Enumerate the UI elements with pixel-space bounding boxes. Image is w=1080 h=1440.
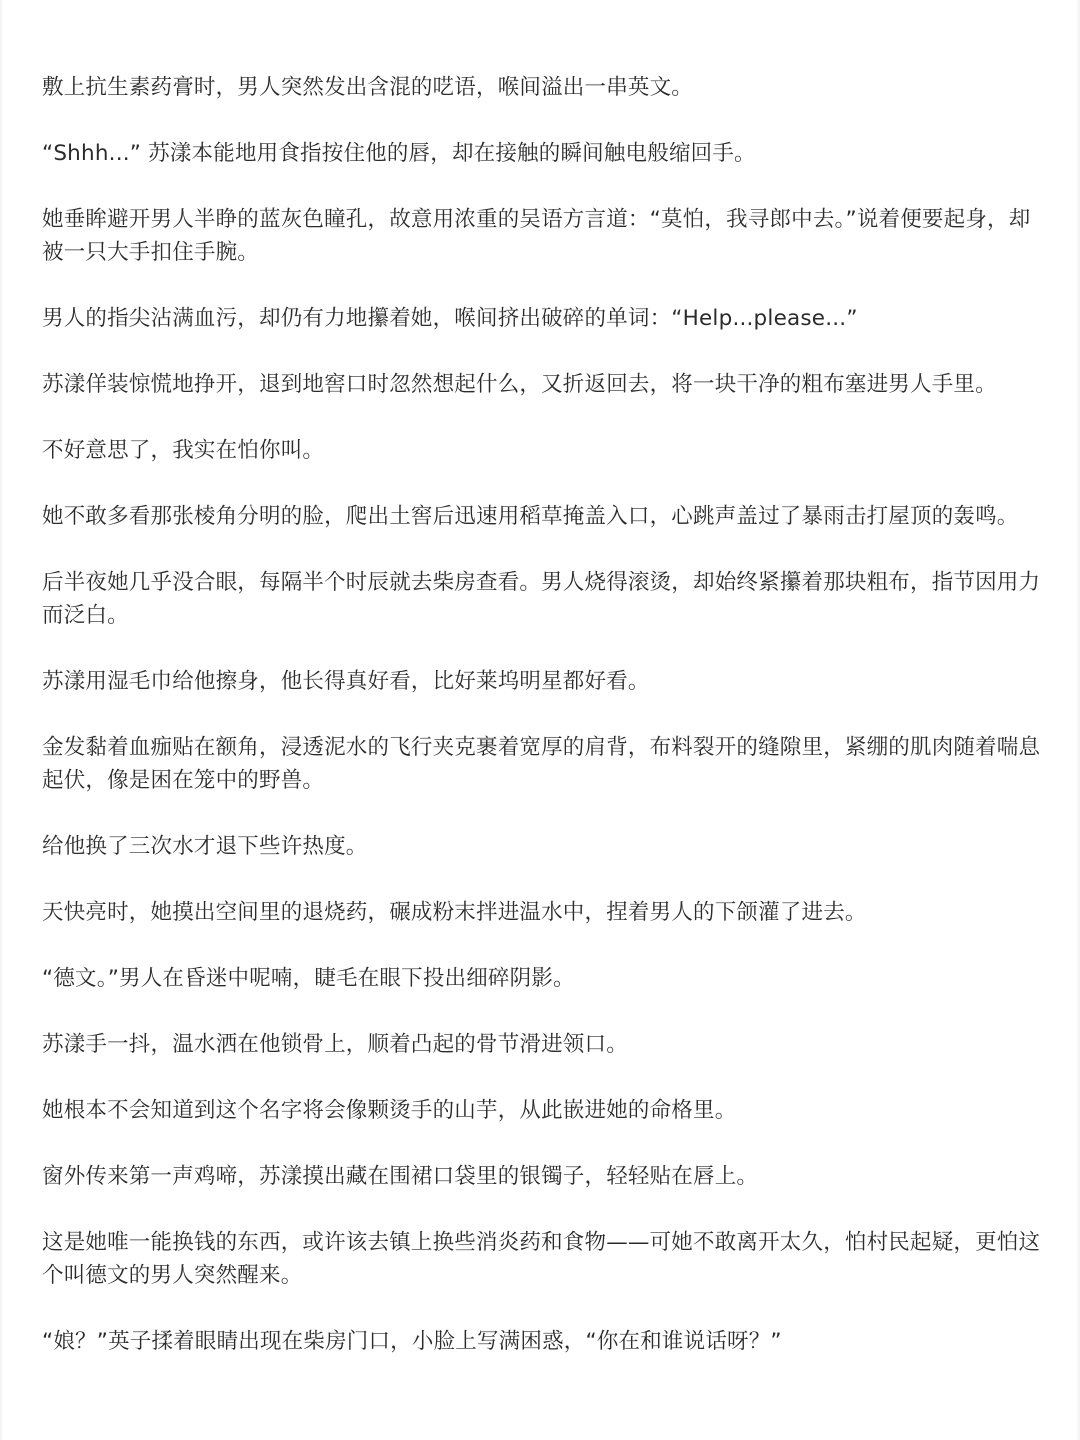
- paragraph: 这是她唯一能换钱的东西，或许该去镇上换些消炎药和食物——可她不敢离开太久，怕村民起疑，更怕这个叫德文的男人突然醒来。: [42, 1230, 1041, 1288]
- paragraph: “德文。”男人在昏迷中呢喃，睫毛在眼下投出细碎阴影。: [42, 966, 575, 991]
- paragraph: 她不敢多看那张棱角分明的脸，爬出土窖后迅速用稻草掩盖入口，心跳声盖过了暴雨击打屋顶的轰鸣。: [42, 504, 1019, 529]
- paragraph: 窗外传来第一声鸡啼，苏漾摸出藏在围裙口袋里的银镯子，轻轻贴在唇上。: [42, 1164, 759, 1189]
- article-body: [42, 71, 1042, 1391]
- left-edge-shadow: [0, 0, 4, 1440]
- paragraph: 苏漾手一抖，温水洒在他锁骨上，顺着凸起的骨节滑进领口。: [42, 1032, 628, 1057]
- paragraph: 给他换了三次水才退下些许热度。: [42, 834, 368, 859]
- paragraph: 天快亮时，她摸出空间里的退烧药，碾成粉末拌进温水中，捏着男人的下颌灌了进去。: [42, 900, 867, 925]
- paragraph: “Shhh...” 苏漾本能地用食指按住他的唇，却在接触的瞬间触电般缩回手。: [42, 141, 756, 166]
- paragraph: 她根本不会知道到这个名字将会像颗烫手的山芋，从此嵌进她的命格里。: [42, 1098, 737, 1123]
- paragraph: 苏漾用湿毛巾给他擦身，他长得真好看，比好莱坞明星都好看。: [42, 669, 650, 694]
- paragraph: “娘？”英子揉着眼睛出现在柴房门口，小脸上写满困惑，“你在和谁说话呀？”: [42, 1329, 782, 1354]
- paragraph: 敷上抗生素药膏时，男人突然发出含混的呓语，喉间溢出一串英文。: [42, 75, 694, 100]
- paragraph: 金发黏着血痂贴在额角，浸透泥水的飞行夹克裹着宽厚的肩背，布料裂开的缝隙里，紧绷的肌肉随着喘息起伏，像是困在笼中的野兽。: [42, 735, 1041, 793]
- paragraph: 后半夜她几乎没合眼，每隔半个时辰就去柴房查看。男人烧得滚烫，却始终紧攥着那块粗布，指节因用力而泛白。: [42, 570, 1041, 628]
- paragraph: 苏漾佯装惊慌地挣开，退到地窖口时忽然想起什么，又折返回去，将一块干净的粗布塞进男人手里。: [42, 372, 997, 397]
- right-edge-shadow: [1076, 0, 1080, 1440]
- paragraph: 男人的指尖沾满血污，却仍有力地攥着她，喉间挤出破碎的单词：“Help...please...”: [42, 306, 858, 331]
- paragraph: 不好意思了，我实在怕你叫。: [42, 438, 325, 463]
- paragraph: 她垂眸避开男人半睁的蓝灰色瞳孔，故意用浓重的吴语方言道：“莫怕，我寻郎中去。”说着便要起身，却被一只大手扣住手腕。: [42, 207, 1031, 265]
